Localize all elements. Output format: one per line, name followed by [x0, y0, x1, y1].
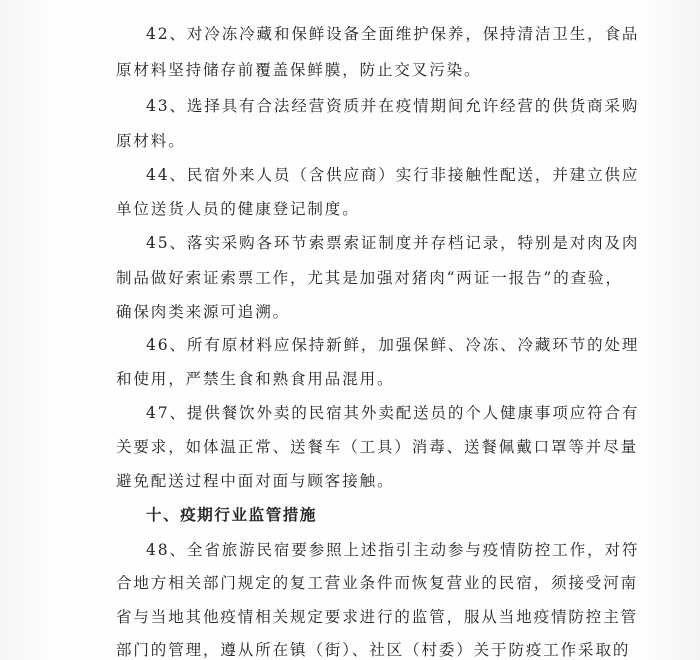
paragraph-46-line-2: 和使用，严禁生食和熟食用品混用。 [116, 370, 395, 388]
paragraph-47-line-3: 避免配送过程中面对面与顾客接触。 [116, 472, 395, 490]
paragraph-48-line-4: 部门的管理，遵从所在镇（街）、社区（村委）关于防疫工作采取的 [116, 641, 631, 659]
paragraph-45-line-3: 确保肉类来源可追溯。 [116, 303, 291, 321]
paragraph-42-line-1: 42、对冷冻冷藏和保鲜设备全面维护保养，保持清洁卫生，食品 [146, 25, 640, 43]
paragraph-44-line-1: 44、民宿外来人员（含供应商）实行非接触性配送，并建立供应 [146, 166, 640, 184]
paragraph-43-line-2: 原材料。 [116, 132, 186, 150]
paragraph-44-line-2: 单位送货人员的健康登记制度。 [116, 200, 360, 218]
paragraph-43-line-1: 43、选择具有合法经营资质并在疫情期间允许经营的供货商采购 [146, 97, 640, 115]
paragraph-48-line-3: 省与当地其他疫情相关规定要求进行的监管，服从当地疫情防控主管 [116, 608, 639, 626]
paragraph-48-line-1: 48、全省旅游民宿要参照上述指引主动参与疫情防控工作，对符 [146, 541, 640, 559]
paragraph-47-line-2: 关要求，如体温正常、送餐车（工具）消毒、送餐佩戴口罩等并尽量 [116, 438, 639, 456]
paragraph-48-line-2: 合地方相关部门规定的复工营业条件而恢复营业的民宿，须接受河南 [116, 574, 639, 592]
paragraph-42-line-2: 原材料坚持储存前覆盖保鲜膜，防止交叉污染。 [116, 61, 482, 79]
paragraph-46-line-1: 46、所有原材料应保持新鲜，加强保鲜、冷冻、冷藏环节的处理 [146, 336, 640, 354]
paragraph-45-line-1: 45、落实采购各环节索票索证制度并存档记录，特别是对肉及肉 [146, 234, 640, 252]
section-heading: 十、疫期行业监管措施 [146, 506, 318, 524]
paragraph-45-line-2: 制品做好索证索票工作，尤其是加强对猪肉“两证一报告”的查验， [116, 269, 623, 287]
paragraph-47-line-1: 47、提供餐饮外卖的民宿其外卖配送员的个人健康事项应符合有 [146, 404, 640, 422]
